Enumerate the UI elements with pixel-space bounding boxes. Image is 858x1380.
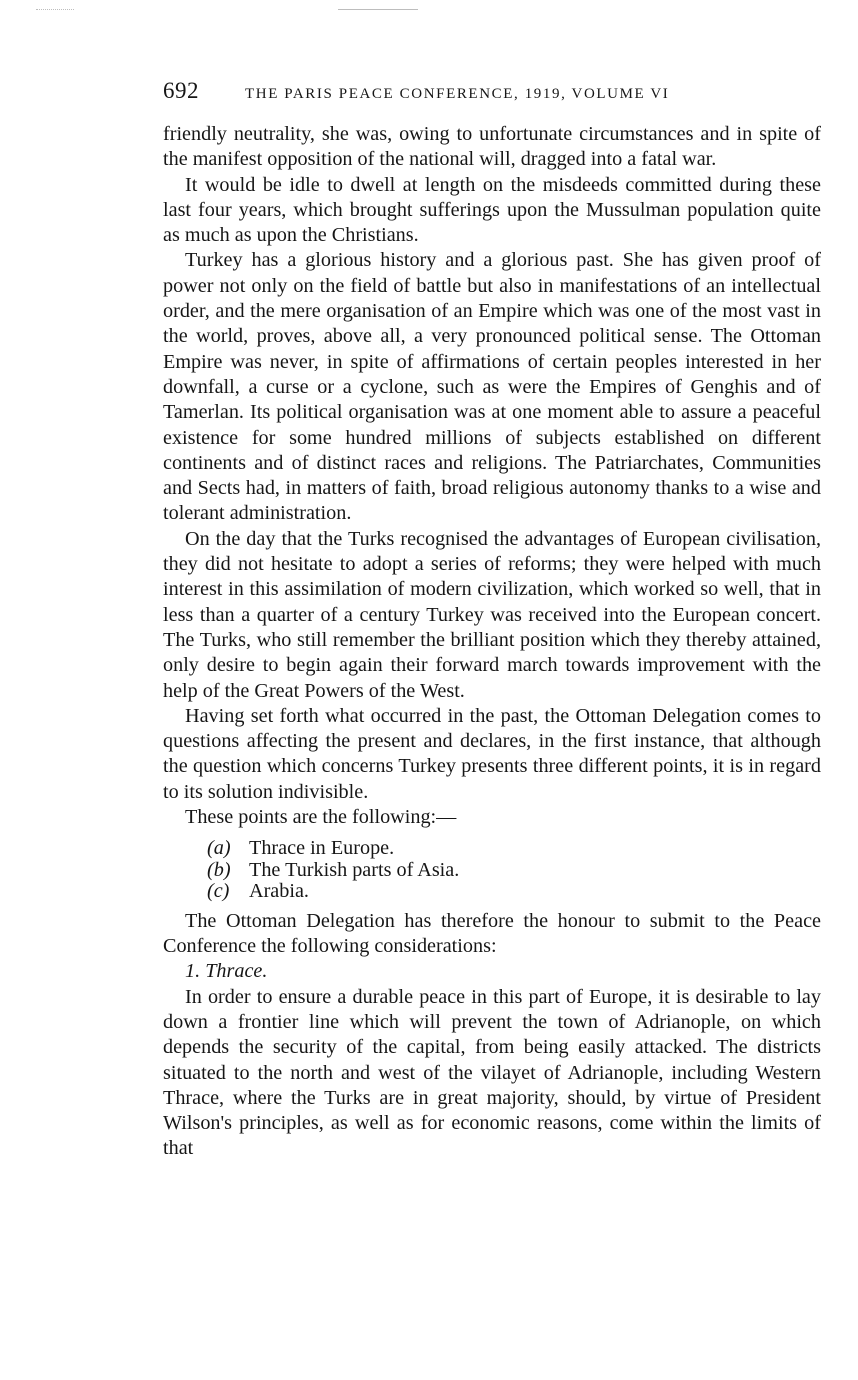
list-marker: (c) (207, 880, 230, 903)
list-item (163, 881, 821, 903)
scan-edge-mark (338, 9, 418, 10)
paragraph: Having set forth what occurred in the past, the Ottoman Delegation comes to questions affecting the present and declares, in the first instance, that although the question which concerns Turkey presents three different points, it is in regard to its solution indivisible. (163, 704, 821, 803)
points-list (163, 838, 821, 903)
running-title: THE PARIS PEACE CONFERENCE, 1919, VOLUME VI (245, 86, 670, 102)
list-item-text: Arabia. (249, 880, 309, 903)
paragraph: friendly neutrality, she was, owing to unfortunate circumstances and in spite of the manifest opposition of the national will, dragged into a fatal war. (163, 123, 821, 171)
list-item-text: The Turkish parts of Asia. (249, 858, 460, 881)
paragraph: These points are the following:— (185, 806, 457, 829)
paragraph: On the day that the Turks recognised the advantages of European civilisation, they did not hesitate to adopt a series of reforms; they were helped with much interest in this assimilation of modern civilization, which worked so well, that in less than a quarter of a century Turkey was received into the European concert. The Turks, who still remember the brilliant position which they thereby attained, only desire to begin again their forward march towards improvement with the help of the Great Powers of the West. (163, 527, 821, 702)
list-marker: (a) (207, 837, 231, 860)
scan-edge-mark (36, 9, 74, 10)
paragraph: It would be idle to dwell at length on the misdeeds committed during these last four years, which brought sufferings upon the Mussulman population quite as much as upon the Christians. (163, 173, 821, 247)
list-marker: (b) (207, 858, 231, 881)
list-item (163, 838, 821, 860)
page-number: 692 (163, 78, 199, 103)
paragraph: In order to ensure a durable peace in this part of Europe, it is desirable to lay down a frontier line which will prevent the town of Adrianople, on which depends the security of the capital, from being easily attacked. The districts situated to the north and west of the vilayet of Adrianople, including Western Thrace, where the Turks are in great majority, should, by virtue of President Wilson's principles, as well as for economic reasons, come within the limits of that (163, 985, 821, 1160)
body-text (163, 122, 821, 1162)
section-heading: 1. Thrace. (185, 960, 268, 983)
list-item (163, 860, 821, 882)
paragraph: The Ottoman Delegation has therefore the honour to submit to the Peace Conference the following considerations: (163, 909, 821, 958)
paragraph: Turkey has a glorious history and a glorious past. She has given proof of power not only on the field of battle but also in manifestations of an intellectual order, and the mere organisation of an Empire which was one of the most vast in the world, proves, above all, a very pronounced political sense. The Ottoman Empire was never, in spite of affirmations of certain peoples interested in her downfall, a curse or a cyclone, such as were the Empires of Genghis and of Tamerlan. Its political organisation was at one moment able to assure a peaceful existence for some hundred millions of subjects established on different continents and of distinct races and religions. The Patriarchates, Communities and Sects had, in matters of faith, broad religious autonomy thanks to a wise and tolerant administration. (163, 249, 821, 525)
running-head (163, 78, 821, 110)
list-item-text: Thrace in Europe. (249, 837, 395, 860)
document-page (163, 78, 821, 1162)
